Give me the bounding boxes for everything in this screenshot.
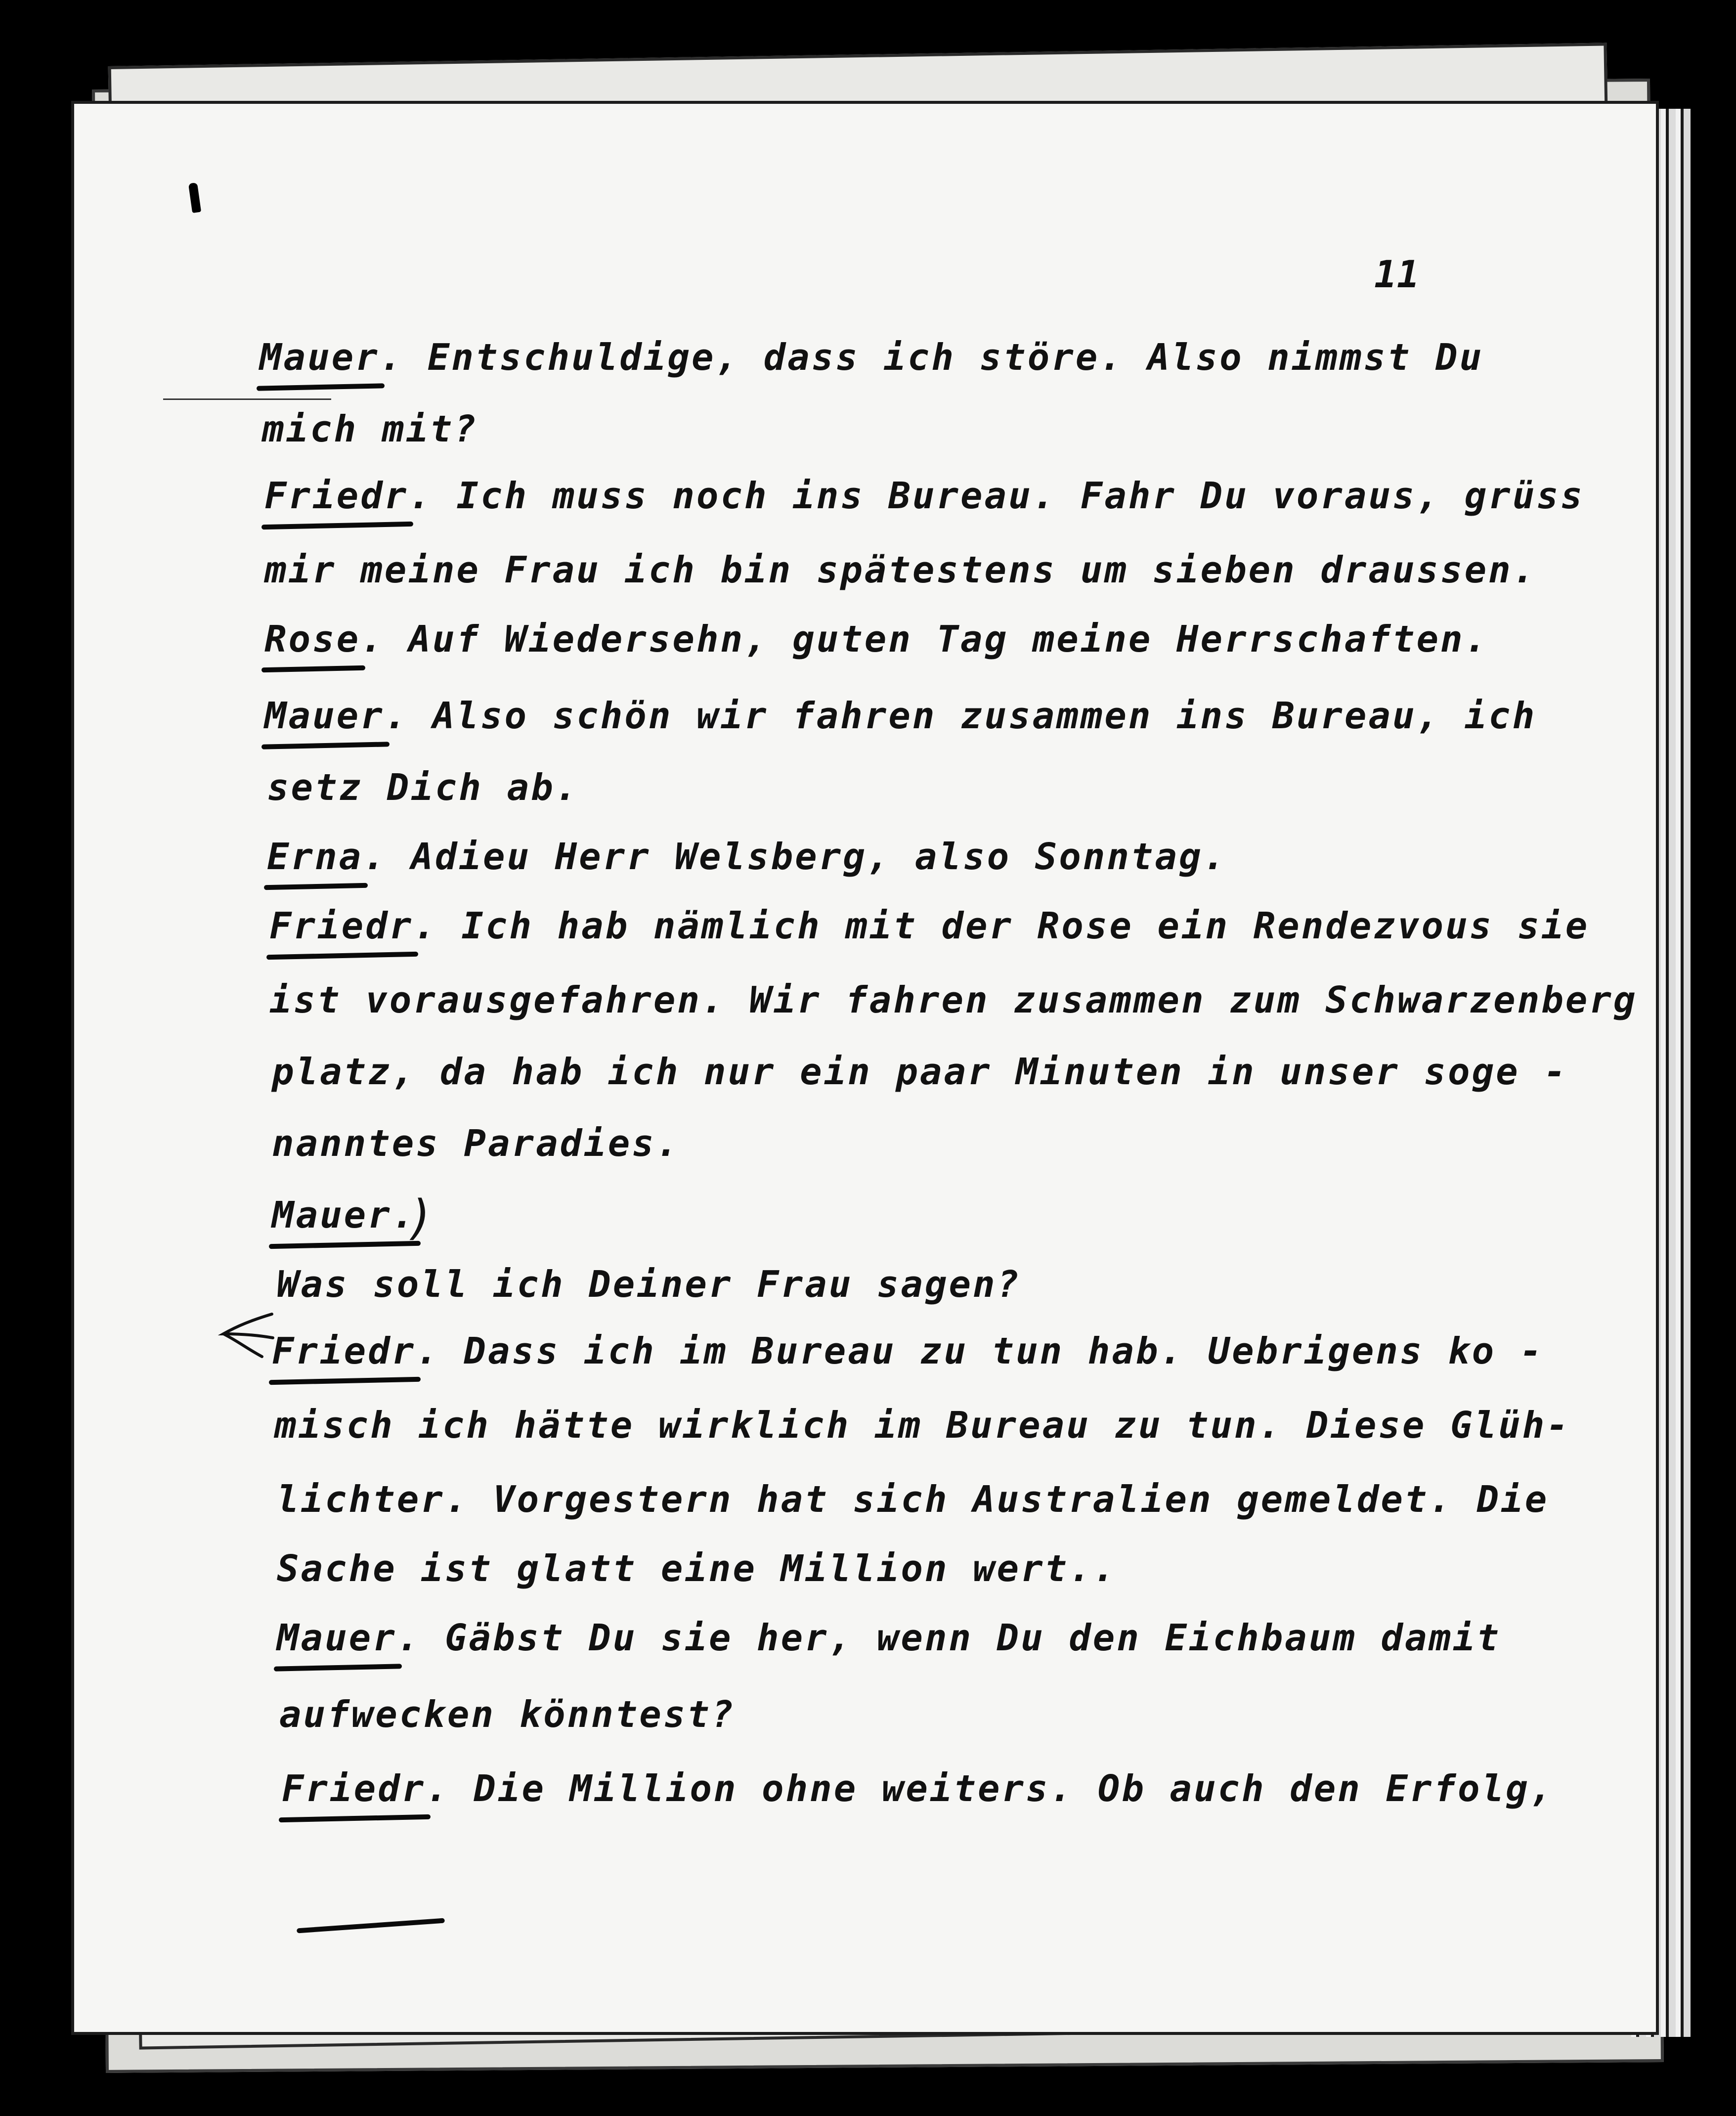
script-line [267,766,579,809]
script-line [269,979,1637,1021]
handwritten-arrow-icon [217,1305,277,1360]
script-line [272,1194,416,1236]
line-text: . Gäbst Du sie her, wenn Du den Eichbaum damit [396,1617,1501,1659]
line-text: . Die Million ohne weiters. Ob auch den Erfolg, [426,1767,1554,1810]
underline-stroke [297,1918,445,1934]
script-line [282,1767,1554,1810]
line-text: . Also schön wir fahren zusammen ins Bureau, ich [384,695,1537,737]
line-text: platz, da hab ich nur ein paar Minuten in unser soge - [272,1051,1568,1093]
script-line [277,1263,1021,1306]
script-line [260,336,1483,379]
speaker-name: Rose [264,618,361,661]
speaker-name: Erna [267,836,363,878]
script-line [269,905,1589,947]
typescript-page [74,104,1656,2032]
script-line [272,1051,1568,1093]
line-text: misch ich hätte wirklich im Bureau zu tun. Diese Glüh- [274,1404,1570,1447]
line-text: lichter. Vorgestern hat sich Australien gemeldet. Die [277,1478,1549,1521]
script-line [264,618,1488,661]
script-line [279,1693,735,1736]
line-text: . Entschuldige, dass ich störe. Also nimmst Du [379,336,1484,379]
line-text: setz Dich ab. [267,766,579,809]
speaker-name: Friedr [272,1330,416,1372]
speaker-name: Friedr [264,475,409,517]
line-text: . Adieu Herr Welsberg, also Sonntag. [363,836,1227,878]
line-text: aufwecken könntest? [279,1693,736,1736]
script-line [272,1122,680,1165]
line-text: ist vorausgefahren. Wir fahren zusammen zum Schwarzenberg [269,979,1638,1021]
speaker-name: Friedr [269,905,414,947]
line-text: mir meine Frau ich bin spätestens um sieben draussen. [264,549,1537,591]
line-text: mich mit? [262,408,478,450]
script-line [264,695,1536,737]
page-number: 11 [1374,252,1420,296]
script-line [277,1478,1549,1521]
speaker-name: Mauer [260,336,380,379]
script-line [272,1330,1544,1372]
script-line [274,1404,1570,1447]
line-text: . Ich hab nämlich mit der Rose ein Rendezvous sie [413,905,1590,947]
line-text: . Dass ich im Bureau zu tun hab. Uebrigens ko - [416,1330,1544,1372]
line-text: nanntes Paradies. [272,1122,680,1165]
speaker-name: Mauer [264,695,385,737]
line-text: Sache ist glatt eine Million wert.. [277,1547,1117,1590]
script-line [277,1547,1117,1590]
script-line [267,836,1227,878]
speaker-name: Friedr [282,1767,426,1810]
ink-tick-mark [188,182,201,213]
script-line [262,408,478,450]
speaker-name: ) Mauer. [272,1194,416,1236]
line-text: Was soll ich Deiner Frau sagen? [277,1263,1021,1306]
margin-pencil-stroke [163,398,331,400]
line-text: . Ich muss noch ins Bureau. Fahr Du voraus, grüss [408,475,1585,517]
script-line [277,1617,1501,1659]
script-line [264,549,1536,591]
line-text: . Auf Wiedersehn, guten Tag meine Herrschaften. [360,618,1489,661]
script-line [264,475,1584,517]
speaker-name: Mauer [277,1617,397,1659]
